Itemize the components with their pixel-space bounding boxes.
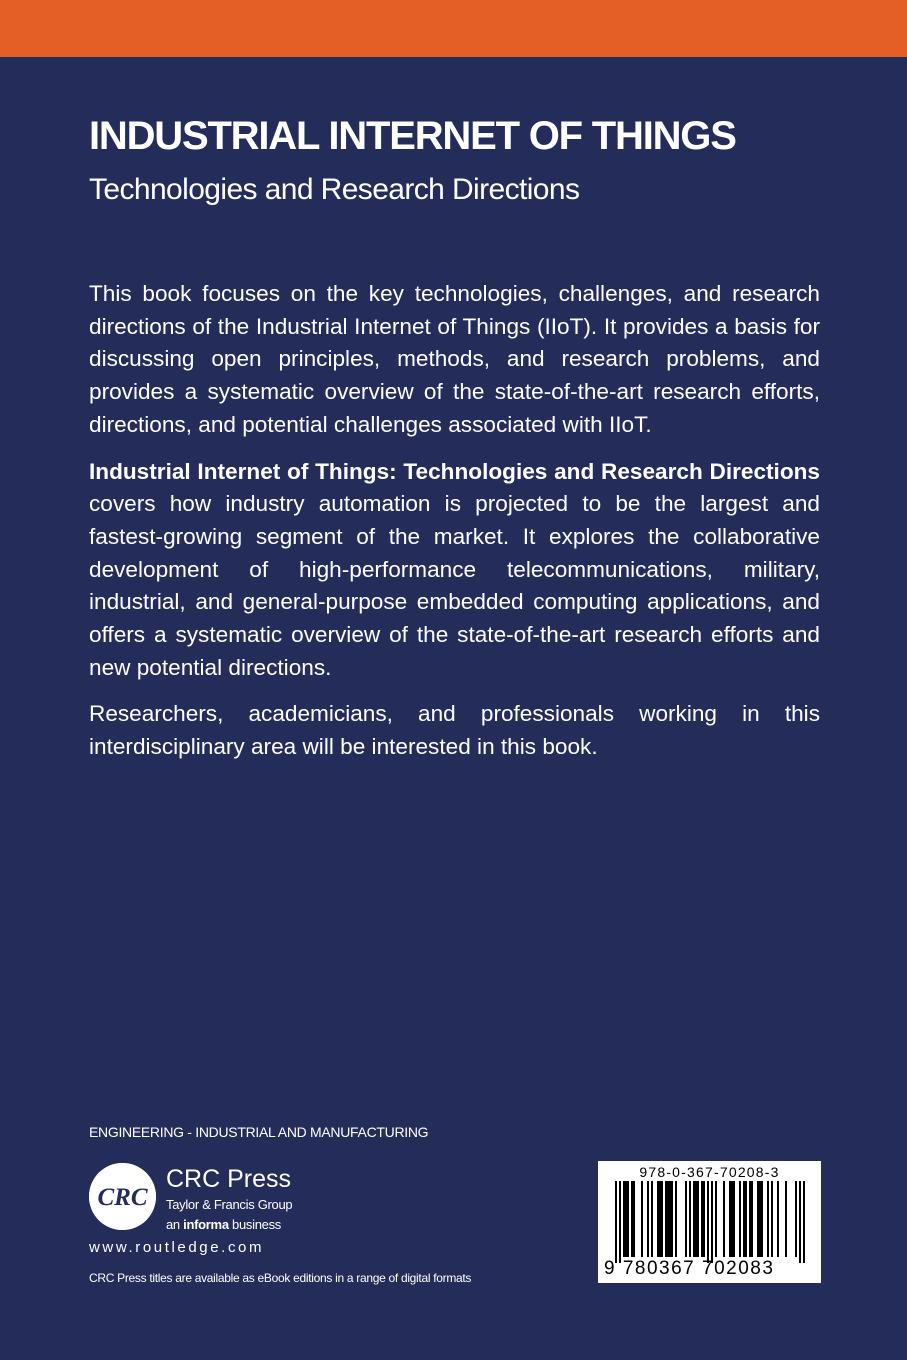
barcode-bar	[795, 1181, 797, 1257]
publisher-tagline: an informa business	[166, 1217, 281, 1232]
barcode-bar	[619, 1181, 621, 1263]
barcode-bar	[659, 1181, 661, 1257]
barcode-bar	[627, 1181, 629, 1257]
barcode-bar	[743, 1181, 745, 1257]
barcode-bar	[731, 1181, 733, 1257]
isbn-barcode	[598, 1161, 821, 1283]
barcode-bar	[757, 1181, 759, 1257]
barcode-bar	[665, 1181, 667, 1257]
barcode-bar	[685, 1181, 687, 1257]
barcode-bar	[633, 1181, 635, 1257]
barcode-bar	[667, 1181, 669, 1257]
description-book-name: Industrial Internet of Things: Technologies and Research Directions	[89, 458, 820, 484]
barcode-bar	[707, 1181, 709, 1263]
publisher-website: www.routledge.com	[89, 1239, 265, 1256]
barcode-bar	[701, 1181, 703, 1257]
subject-category: ENGINEERING - INDUSTRIAL AND MANUFACTURING	[89, 1124, 429, 1140]
barcode-bar	[631, 1181, 633, 1257]
barcode-bar	[671, 1181, 673, 1257]
barcode-bar	[647, 1181, 649, 1257]
barcode-bar	[615, 1181, 617, 1263]
top-accent-bar	[0, 0, 907, 57]
isbn-label: 978-0-367-70208-3	[639, 1164, 780, 1180]
barcode-bar	[641, 1181, 643, 1257]
barcode-bar	[803, 1181, 805, 1263]
barcode-bar	[767, 1181, 769, 1257]
ean-digits: 9 780367 702083	[604, 1258, 775, 1279]
barcode-bar	[711, 1181, 713, 1263]
barcode-bar	[625, 1181, 627, 1257]
barcode-bar	[675, 1181, 677, 1257]
barcode-bar	[695, 1181, 697, 1257]
barcode-bar	[745, 1181, 747, 1257]
barcode-bar	[751, 1181, 753, 1257]
ebook-availability-note: CRC Press titles are available as eBook editions in a range of digital formats	[89, 1271, 472, 1285]
barcode-bar	[759, 1181, 761, 1257]
barcode-bar	[723, 1181, 725, 1257]
crc-logo-text: CRC	[97, 1184, 148, 1211]
barcode-bar	[703, 1181, 705, 1257]
barcode-bar	[729, 1181, 731, 1257]
barcode-bar	[761, 1181, 763, 1257]
book-title: INDUSTRIAL INTERNET OF THINGS	[89, 114, 736, 158]
barcode-bar	[799, 1181, 801, 1263]
barcode-bar	[739, 1181, 741, 1257]
barcode-bar	[689, 1181, 691, 1257]
barcode-bar	[771, 1181, 773, 1257]
barcode-bar	[657, 1181, 659, 1257]
barcode-bar	[651, 1181, 653, 1257]
description-paragraph-3: Researchers, academicians, and professionals working in this interdisciplinary area will be interested in this book.	[89, 701, 820, 760]
description-paragraph-2	[89, 456, 820, 685]
barcode-bar	[623, 1181, 625, 1257]
barcode-bar	[715, 1181, 717, 1257]
barcode-bar	[661, 1181, 663, 1257]
barcode-bar	[693, 1181, 695, 1257]
crc-logo-mark	[89, 1163, 156, 1230]
description-paragraph-1: This book focuses on the key technologies, challenges, and research directions of the Industrial Internet of Things (IIoT). It provides a basis for discussing open principles, methods, and research problems, and provides a systematic overview of the state-of-the-art research efforts, directions, and potential challenges associated with IIoT.	[89, 281, 820, 437]
publisher-group: Taylor & Francis Group	[166, 1197, 293, 1212]
description-paragraph-2-text: covers how industry automation is projected to be the largest and fastest-growing segment of the market. It explores the collaborative development of high-performance telecommunications, military, industrial, and general-purpose embedded computing applications, and offers a systematic overview of the state-of-the-art research efforts and new potential directions.	[89, 491, 820, 680]
barcode-bar	[749, 1181, 751, 1257]
book-subtitle: Technologies and Research Directions	[89, 173, 580, 206]
barcode-bar	[777, 1181, 779, 1257]
barcode-bar	[785, 1181, 787, 1257]
barcode-bar	[697, 1181, 699, 1257]
barcode-bar	[669, 1181, 671, 1257]
publisher-name: CRC Press	[166, 1165, 292, 1193]
crc-logo	[89, 1163, 156, 1230]
barcode-bar	[733, 1181, 735, 1257]
book-description	[89, 278, 820, 778]
